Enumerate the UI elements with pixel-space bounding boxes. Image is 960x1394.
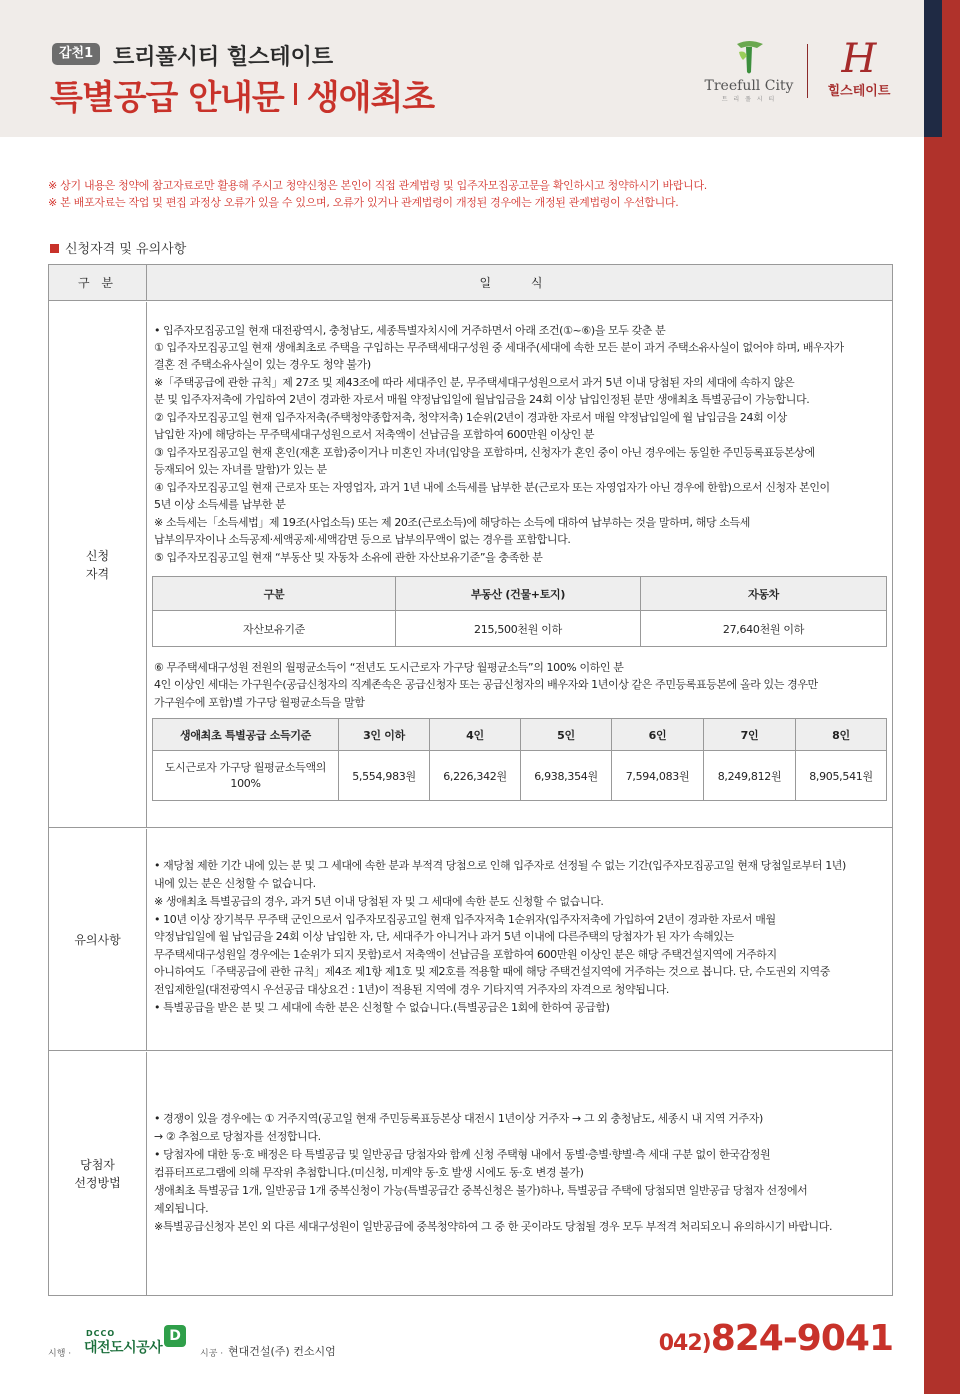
text-line: 컴퓨터프로그램에 의해 무작위 추첨합니다.(미신청, 미계약 동·호 발생 시에도 동·호 변경 불가) — [154, 1166, 584, 1179]
phone-number: 824-9041 — [710, 1318, 893, 1359]
text-line: ③ 입주자모집공고일 현재 혼인(재혼 포함)중이거나 미혼인 자녀(입양을 포함하며, 신청자가 혼인 중이 아닌 경우에는 동일한 주민등록표등본상에 — [154, 446, 815, 459]
treefull-city-sub: 트 리 풀 시 티 — [721, 96, 777, 103]
income-header: 8인 — [796, 719, 887, 751]
text-line: → ② 추첨으로 당첨자를 선정합니다. — [154, 1130, 321, 1143]
income-row-label: 도시근로자 가구당 월평균소득액의 100% — [153, 751, 339, 801]
income-header: 4인 — [430, 719, 521, 751]
text-line: 납부의무자이나 소득공제·세액공제·세액감면 등으로 납부의무액이 없는 경우를 포함합니다. — [154, 533, 571, 546]
contact-phone — [659, 1318, 893, 1359]
text-line: 5년 이상 소득세를 납부한 분 — [154, 498, 286, 511]
text-line: ※「주택공급에 관한 규칙」제 27조 및 제43조에 따라 세대주인 분, 무주택세대구성원으로서 과거 5년 이내 당첨된 자의 세대에 속하지 않은 — [154, 376, 795, 389]
developer-label: 시행 · — [48, 1349, 72, 1359]
text-line: • 당첨자에 대한 동·호 배정은 타 특별공급 및 일반공급 당첨자와 함께 신청 주택형 내에서 동별·층별·향별·측 세대 구분 없이 한국감정원 — [154, 1148, 771, 1161]
table-header — [49, 265, 892, 301]
tree-icon — [729, 38, 769, 76]
qualification-table — [48, 264, 893, 1296]
dcco-logo-icon: D — [164, 1325, 186, 1347]
income-header: 5인 — [521, 719, 612, 751]
text-line: ※ 생애최초 특별공급의 경우, 과거 5년 이내 당첨된 자 및 그 세대에 속한 분도 신청할 수 없습니다. — [154, 895, 604, 908]
square-bullet-icon — [50, 244, 59, 253]
text-line: 무주택세대구성원일 경우에는 1순위가 되지 못함)로서 저축액이 선납금을 포함하여 600만원 이상인 분은 해당 주택건설지역에 거주하지 — [154, 948, 777, 961]
page-footer — [48, 1296, 893, 1394]
income-cell: 7,594,083원 — [612, 751, 704, 801]
title-main: 특별공급 안내문 — [50, 78, 284, 118]
text-line: • 10년 이상 장기복무 무주택 군인으로서 입주자모집공고일 현재 입주자저축 1순위자(입주자저축에 가입하여 2년이 경과한 자로서 매월 — [154, 913, 776, 926]
income-header: 6인 — [612, 719, 704, 751]
side-stripe-navy — [924, 0, 942, 137]
treefull-city-logo — [696, 38, 802, 102]
asset-cell: 27,640천원 이하 — [641, 611, 887, 647]
notice-line: ※ 상기 내용은 청약에 참고자료로만 활용해 주시고 청약신청은 본인이 직접 관계법령 및 입주자모집공고문을 확인하시고 청약하시기 바랍니다. — [48, 179, 707, 192]
income-standard-table — [152, 718, 887, 801]
hillstate-name: 힐스테이트 — [827, 84, 891, 99]
phone-area-code: 042) — [658, 1331, 711, 1356]
text-line: ⑥ 무주택세대구성원 전원의 월평균소득이 “전년도 도시근로자 가구당 월평균소득”의 100% 이하인 분 — [154, 661, 624, 674]
row-body-selection — [148, 1052, 892, 1295]
side-stripe-red-inner — [924, 137, 942, 1394]
row-label-caution: 유의사항 — [49, 829, 147, 1050]
row-caution — [49, 829, 892, 1051]
complex-badge: 갑천1 — [52, 43, 100, 65]
text-line: 결혼 전 주택소유사실이 있는 경우도 청약 불가) — [154, 358, 371, 371]
row-qualification — [49, 302, 892, 828]
page-header — [0, 0, 960, 137]
developer-name: 대전도시공사 — [84, 1340, 163, 1356]
asset-cell: 자산보유기준 — [153, 611, 396, 647]
text-line: ⑤ 입주자모집공고일 현재 “부동산 및 자동차 소유에 관한 자산보유기준”을 충족한 분 — [154, 551, 543, 564]
income-cell: 8,905,541원 — [796, 751, 887, 801]
text-line: 제외됩니다. — [154, 1202, 209, 1215]
text-line: ④ 입주자모집공고일 현재 근로자 또는 자영업자, 과거 1년 내에 소득세를 납부한 분(근로자 또는 자영업자가 아닌 경우에 한함)으로서 신청자 본인이 — [154, 481, 830, 494]
section-title-text: 신청자격 및 유의사항 — [65, 242, 187, 257]
text-line: ※ 소득세는「소득세법」제 19조(사업소득) 또는 제 20조(근로소득)에 해당하는 소득에 대하여 납부하는 것을 말하며, 해당 소득세 — [154, 516, 750, 529]
row-label-qualification: 신청 자격 — [49, 302, 147, 827]
row-label-selection: 당첨자 선정방법 — [49, 1052, 147, 1295]
treefull-city-name: Treefull City — [704, 78, 794, 94]
text-line: • 특별공급을 받은 분 및 그 세대에 속한 분은 신청할 수 없습니다.(특별공급은 1회에 한하여 공급함) — [154, 1001, 610, 1014]
text-line: ① 입주자모집공고일 현재 생애최초로 주택을 구입하는 무주택세대구성원 중 세대주(세대에 속한 모든 분이 과거 주택소유사실이 없어야 하며, 배우자가 — [154, 341, 844, 354]
page-title — [50, 70, 434, 119]
text-line: 4인 이상인 세대는 가구원수(공급신청자의 직계존속은 공급신청자 또는 공급신청자의 배우자와 1년이상 같은 주민등록표등본에 올라 있는 경우만 — [154, 678, 818, 691]
text-line: 약정납입일에 월 납입금을 24회 이상 납입한 자, 단, 세대주가 아니거나 과거 5년 이내에 다른주택의 당첨자가 된 자가 속해있는 — [154, 930, 734, 943]
text-line: 납입한 자)에 해당하는 무주택세대구성원으로서 저축액이 선납금을 포함하여 600만원 이상인 분 — [154, 428, 595, 441]
income-cell: 5,554,983원 — [339, 751, 430, 801]
section-title — [50, 238, 186, 257]
asset-header: 자동차 — [641, 577, 887, 611]
asset-header: 구분 — [153, 577, 396, 611]
income-cell: 6,938,354원 — [521, 751, 612, 801]
income-cell: 6,226,342원 — [430, 751, 521, 801]
hillstate-logo — [816, 38, 902, 102]
notice-line: ※ 본 배포자료는 작업 및 편집 과정상 오류가 있을 수 있으며, 오류가 있거나 관계법령이 개정된 경우에는 개정된 관계법령이 우선합니다. — [48, 196, 679, 209]
title-type: 생애최초 — [306, 78, 435, 118]
text-line: 내에 있는 분은 신청할 수 없습니다. — [154, 877, 316, 890]
asset-standard-table — [152, 576, 887, 647]
asset-header: 부동산 (건물+토지) — [396, 577, 641, 611]
text-line: 등재되어 있는 자녀를 말함)가 있는 분 — [154, 463, 327, 476]
text-line: 생애최초 특별공급 1개, 일반공급 1개 중복신청이 가능(특별공급간 중복신청은 불가)하나, 특별공급 주택에 당첨되면 일반공급 당첨자 선정에서 — [154, 1184, 808, 1197]
header-content: 일 식 — [479, 276, 561, 290]
text-line: • 재당첨 제한 기간 내에 있는 분 및 그 세대에 속한 분과 부적격 당첨으로 인해 입주자로 선정될 수 없는 기간(입주자모집공고일 현재 당첨일로부터 1년) — [154, 859, 846, 872]
income-header: 3인 이하 — [339, 719, 430, 751]
hillstate-monogram: H — [841, 36, 877, 82]
row-body-qualification — [148, 302, 892, 827]
builder-name: 현대건설(주) 컨소시엄 — [228, 1345, 336, 1358]
side-stripe-red — [942, 0, 960, 1394]
header-category: 구 분 — [49, 265, 147, 301]
text-line: • 경쟁이 있을 경우에는 ① 거주지역(공고일 현재 주민등록표등본상 대전시 1년이상 거주자 → 그 외 충청남도, 세종시 내 지역 거주자) — [154, 1112, 763, 1125]
text-line: ※특별공급신청자 본인 외 다른 세대구성원이 일반공급에 중복청약하여 그 중 한 곳이라도 당첨될 경우 모두 부적격 처리되오니 유의하시기 바랍니다. — [154, 1220, 833, 1233]
asset-cell: 215,500천원 이하 — [396, 611, 641, 647]
developer-abbr: DCCO — [86, 1329, 116, 1338]
row-selection — [49, 1052, 892, 1295]
builder-label: 시공 · — [200, 1349, 224, 1359]
income-header: 생애최초 특별공급 소득기준 — [153, 719, 339, 751]
logo-divider — [807, 44, 808, 98]
complex-name: 트리풀시티 힐스테이트 — [113, 45, 334, 70]
text-line: ② 입주자모집공고일 현재 입주자저축(주택청약종합저축, 청약저축) 1순위(2년이 경과한 자로서 매월 약정납입일에 월 납입금을 24회 이상 — [154, 411, 787, 424]
title-divider — [294, 83, 297, 105]
text-line: 전입제한일(대전광역시 우선공급 대상요건 : 1년)이 적용된 지역에 경우 기타지역 거주자의 자격으로 청약됩니다. — [154, 983, 670, 996]
income-header: 7인 — [704, 719, 796, 751]
text-line: 가구원수에 포함)별 가구당 월평균소득을 말함 — [154, 696, 365, 709]
income-cell: 8,249,812원 — [704, 751, 796, 801]
text-line: 아니하여도「주택공급에 관한 규칙」제4조 제1항 제1호 및 제2호를 적용할 때에 해당 주택건설지역에 거주하는 것으로 봅니다. 단, 수도권외 지역중 — [154, 965, 830, 978]
text-line: • 입주자모집공고일 현재 대전광역시, 충청남도, 세종특별자치시에 거주하면서 아래 조건(①~⑥)을 모두 갖춘 분 — [154, 324, 666, 337]
row-body-caution — [148, 829, 892, 1050]
text-line: 분 및 입주자저축에 가입하여 2년이 경과한 자로서 매월 약정납입일에 월납입금을 24회 이상 납입인정된 분만 생애최초 특별공급이 가능합니다. — [154, 393, 810, 406]
